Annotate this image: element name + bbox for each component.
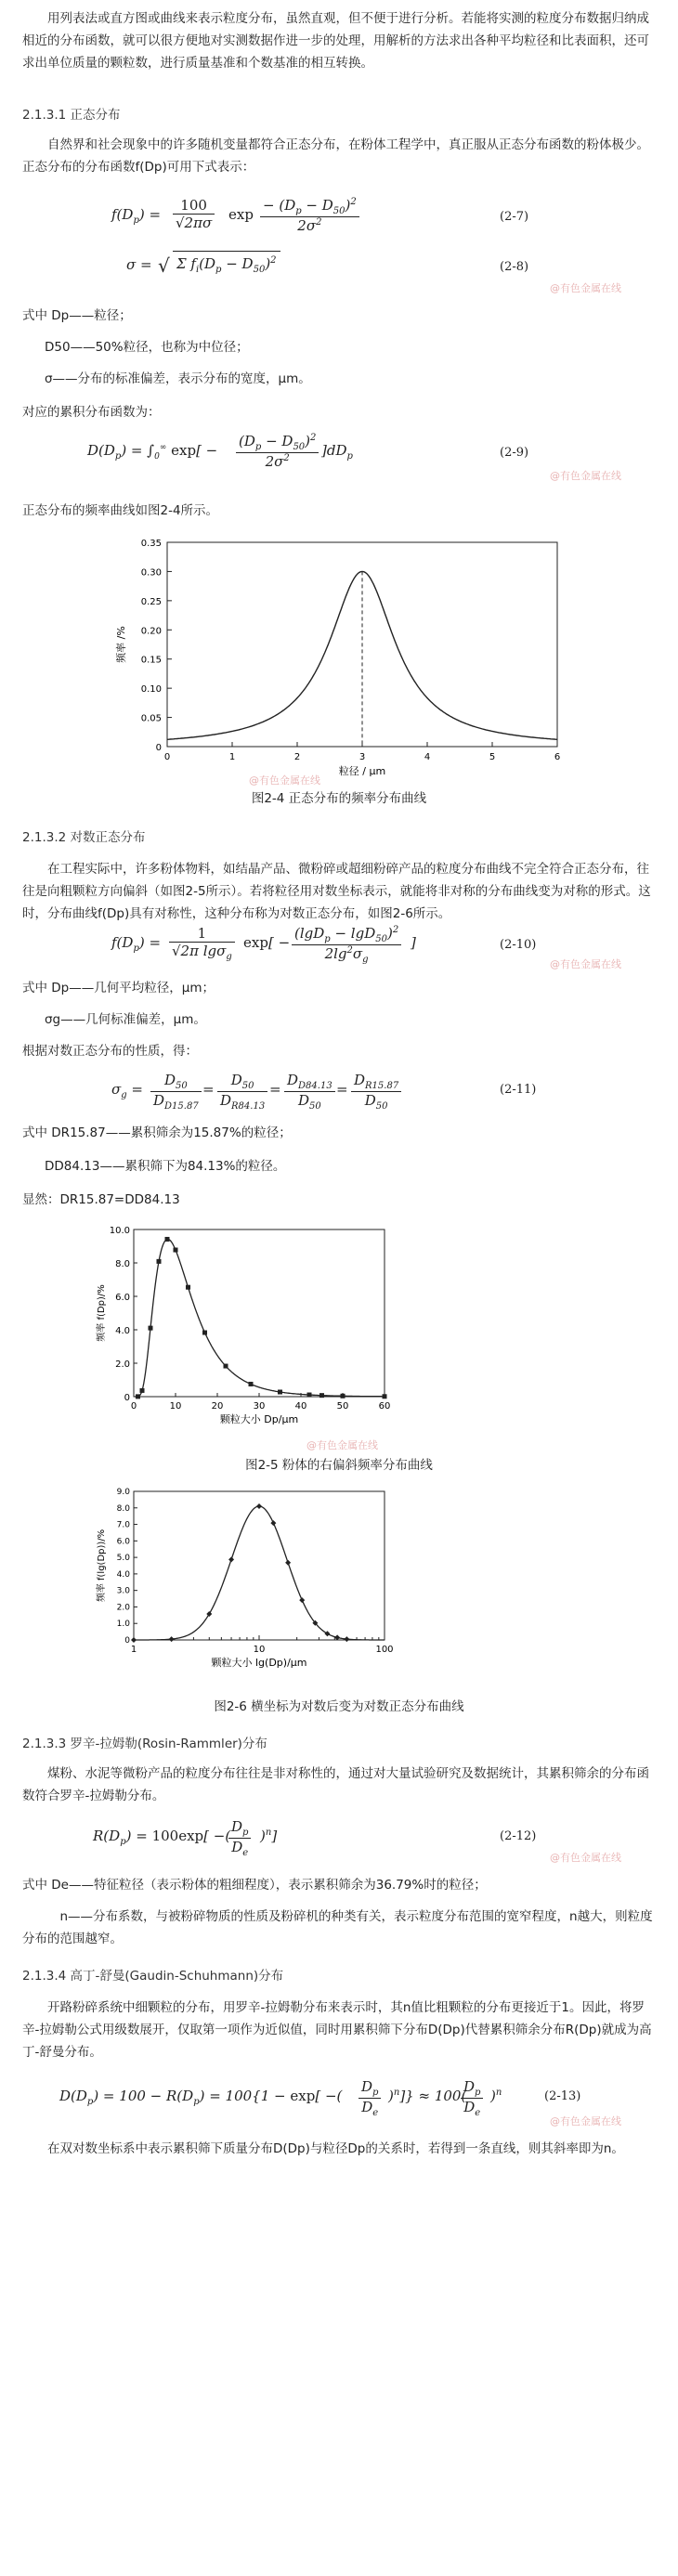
watermark: @有色金属在线 bbox=[550, 958, 621, 970]
data-point bbox=[324, 1631, 330, 1636]
data-point bbox=[270, 1520, 276, 1526]
x-tick-label: 100 bbox=[375, 1645, 394, 1655]
y-tick-label: 0 bbox=[124, 1636, 130, 1646]
data-point bbox=[299, 1597, 305, 1603]
data-point bbox=[334, 1634, 340, 1640]
lognormal-paragraph: 在工程实际中，许多粉体物料，如结晶产品、微粉碎或超细粉碎产品的粒度分布曲线不完全符合正态分布，往往是向粗颗粒方向偏斜（如图2-5所示）。若将粒径用对数坐标表示，就能将非对称的分布曲线变为对称的形式。这时，分布曲线f(Dp)具有对称性，这种分布称为对数正态分布，如图2-6所示。 bbox=[22, 862, 651, 921]
closing-paragraph: 在双对数坐标系中表示累积筛下质量分布D(Dp)与粒径Dp的关系时，若得到一条直线，则其斜率即为n。 bbox=[47, 2141, 624, 2156]
x-axis-label: 粒径 / μm bbox=[338, 765, 386, 777]
x-tick-label: 20 bbox=[211, 1401, 224, 1412]
where-dp-geometric: 式中 Dp——几何平均粒径，μm； bbox=[22, 981, 215, 995]
data-point bbox=[278, 1389, 282, 1394]
figure-reference: 正态分布的频率曲线如图2-4所示。 bbox=[22, 503, 219, 518]
x-tick-label: 0 bbox=[130, 1401, 137, 1412]
normal-paragraph: 自然界和社会现象中的许多随机变量都符合正态分布，在粉体工程学中，真正服从正态分布函数的粉体极少。正态分布的分布函数f(Dp)可用下式表示： bbox=[22, 137, 649, 175]
x-tick-label: 10 bbox=[169, 1401, 182, 1412]
figure-2-6-chart bbox=[89, 1486, 396, 1685]
data-point bbox=[341, 1394, 346, 1399]
y-tick-label: 3.0 bbox=[116, 1586, 130, 1596]
y-tick-label: 2.0 bbox=[116, 1603, 130, 1613]
data-point bbox=[131, 1637, 137, 1643]
y-tick-label: 0.25 bbox=[140, 596, 162, 607]
x-tick-label: 1 bbox=[130, 1645, 137, 1655]
data-point bbox=[228, 1556, 234, 1562]
data-point bbox=[307, 1393, 312, 1398]
watermark: @有色金属在线 bbox=[550, 470, 621, 482]
x-tick-label: 4 bbox=[424, 752, 431, 762]
data-point bbox=[157, 1259, 162, 1264]
data-point bbox=[169, 1636, 175, 1642]
where-n: n——分布系数，与被粉碎物质的性质及粉碎机的种类有关，表示粒度分布范围的宽窄程度，n越大，则粒度分布的范围越窄。 bbox=[22, 1909, 653, 1946]
data-point bbox=[383, 1394, 387, 1399]
y-axis-label: 频率 f(Dp)/% bbox=[97, 1284, 107, 1342]
y-tick-label: 4.0 bbox=[116, 1569, 130, 1580]
skewed-curve-plot bbox=[95, 1226, 390, 1425]
where-dr1587: 式中 DR15.87——累积筛余为15.87%的粒径； bbox=[22, 1125, 292, 1140]
distribution-curve bbox=[167, 571, 557, 739]
data-point bbox=[256, 1503, 262, 1509]
y-axis-label: 频率 /% bbox=[115, 626, 127, 663]
y-tick-label: 10.0 bbox=[109, 1226, 130, 1236]
normal-curve-plot bbox=[114, 539, 560, 777]
y-tick-label: 0 bbox=[124, 1393, 130, 1403]
y-tick-label: 0.35 bbox=[140, 539, 162, 549]
data-point bbox=[140, 1388, 145, 1393]
eq-number: (2-12) bbox=[500, 1829, 537, 1843]
property-intro: 根据对数正态分布的性质，得： bbox=[22, 1044, 198, 1059]
watermark: @有色金属在线 bbox=[550, 282, 621, 294]
where-de: 式中 De——特征粒径（表示粉体的粗细程度），表示累积筛余为36.79%时的粒径； bbox=[22, 1878, 487, 1893]
section-title-gaudin: 2.1.3.4 高丁-舒曼(Gaudin-Schuhmann)分布 bbox=[22, 1969, 284, 1984]
data-point bbox=[224, 1364, 228, 1369]
data-point bbox=[249, 1382, 254, 1386]
plot-frame bbox=[134, 1229, 385, 1397]
y-axis-label: 频率 f(lg(Dp))/% bbox=[97, 1529, 107, 1603]
x-tick-label: 60 bbox=[378, 1401, 391, 1412]
x-tick-label: 2 bbox=[293, 752, 301, 762]
data-point bbox=[149, 1326, 153, 1331]
y-tick-label: 5.0 bbox=[116, 1554, 130, 1564]
watermark: @有色金属在线 bbox=[550, 1852, 621, 1864]
x-tick-label: 6 bbox=[554, 752, 561, 762]
data-point bbox=[344, 1636, 349, 1642]
y-tick-label: 2.0 bbox=[115, 1360, 130, 1370]
y-tick-label: 6.0 bbox=[115, 1293, 130, 1303]
frequency-curve bbox=[135, 1239, 385, 1397]
eq-number: (2-8) bbox=[500, 260, 529, 274]
x-tick-label: 0 bbox=[163, 752, 171, 762]
y-tick-label: 0.20 bbox=[140, 626, 162, 637]
x-tick-label: 50 bbox=[336, 1401, 349, 1412]
data-point bbox=[206, 1611, 212, 1617]
obvious-relation: 显然：DR15.87=DD84.13 bbox=[22, 1192, 180, 1207]
intro-paragraph: 用列表法或直方图或曲线来表示粒度分布，虽然直观，但不便于进行分析。若能将实测的粒度分布数据归纳成相近的分布函数，就可以很方便地对实测数据作进一步的处理，用解析的方法求出各种平均粒径和比表面积，还可求出单位质量的颗粒数，进行质量基准和个数基准的相互转换。 bbox=[22, 11, 649, 71]
y-tick-label: 0 bbox=[155, 743, 162, 753]
y-tick-label: 0.15 bbox=[140, 655, 162, 666]
log-frequency-curve bbox=[134, 1506, 385, 1640]
x-axis-label: 颗粒大小 lg(Dp)/μm bbox=[211, 1657, 307, 1669]
figure-2-5-chart bbox=[89, 1224, 396, 1439]
section-title-rosin: 2.1.3.3 罗辛-拉姆勒(Rosin-Rammler)分布 bbox=[22, 1737, 267, 1751]
eq-number: (2-13) bbox=[544, 2089, 581, 2103]
y-tick-label: 0.10 bbox=[140, 684, 162, 696]
watermark: @有色金属在线 bbox=[306, 1439, 378, 1451]
figure-2-4-caption: 图2-4 正态分布的频率分布曲线 bbox=[251, 791, 427, 806]
eq-number: (2-10) bbox=[500, 938, 537, 952]
y-tick-label: 1.0 bbox=[116, 1620, 130, 1630]
data-point bbox=[202, 1331, 207, 1335]
figure-2-5-caption: 图2-5 粉体的右偏斜频率分布曲线 bbox=[245, 1458, 433, 1473]
plot-frame bbox=[134, 1491, 385, 1640]
x-axis-label: 颗粒大小 Dp/μm bbox=[219, 1413, 299, 1425]
where-d50: D50——50%粒径，也称为中位径； bbox=[45, 340, 249, 355]
y-tick-label: 0.30 bbox=[140, 567, 162, 579]
x-tick-label: 30 bbox=[253, 1401, 266, 1412]
where-dd8413: DD84.13——累积筛下为84.13%的粒径。 bbox=[45, 1159, 286, 1174]
cumulative-intro: 对应的累积分布函数为： bbox=[22, 405, 161, 420]
y-tick-label: 0.05 bbox=[140, 713, 162, 724]
eq-number: (2-7) bbox=[500, 210, 529, 224]
figure-2-4-chart bbox=[102, 531, 585, 784]
y-tick-label: 8.0 bbox=[116, 1503, 130, 1514]
y-tick-label: 9.0 bbox=[116, 1488, 130, 1497]
data-point bbox=[174, 1248, 178, 1253]
watermark: @有色金属在线 bbox=[249, 774, 320, 787]
x-tick-label: 10 bbox=[253, 1645, 266, 1655]
data-point bbox=[285, 1560, 291, 1566]
x-tick-label: 40 bbox=[294, 1401, 307, 1412]
watermark: @有色金属在线 bbox=[550, 2115, 621, 2127]
where-dp: 式中 Dp——粒径； bbox=[22, 308, 132, 323]
data-point bbox=[186, 1285, 190, 1290]
data-point bbox=[165, 1237, 170, 1242]
x-tick-label: 5 bbox=[489, 752, 496, 762]
y-tick-label: 7.0 bbox=[116, 1520, 130, 1530]
section-title-lognormal: 2.1.3.2 对数正态分布 bbox=[22, 830, 146, 845]
where-sigma: σ——分布的标准偏差，表示分布的宽度，μm。 bbox=[45, 371, 311, 386]
y-tick-label: 6.0 bbox=[116, 1537, 130, 1547]
section-title-normal: 2.1.3.1 正态分布 bbox=[22, 108, 121, 123]
rosin-paragraph: 煤粉、水泥等微粉产品的粒度分布往往是非对称性的，通过对大量试验研究及数据统计，其累积筛余的分布函数符合罗辛-拉姆勒分布。 bbox=[22, 1766, 649, 1803]
eq-number: (2-9) bbox=[500, 446, 529, 460]
x-tick-label: 3 bbox=[359, 752, 366, 762]
data-point bbox=[136, 1394, 140, 1399]
x-tick-label: 1 bbox=[228, 752, 236, 762]
figure-2-6-caption: 图2-6 横坐标为对数后变为对数正态分布曲线 bbox=[214, 1699, 464, 1714]
log-curve-plot bbox=[95, 1488, 394, 1669]
where-sigma-g: σg——几何标准偏差，μm。 bbox=[45, 1012, 206, 1027]
data-point bbox=[319, 1393, 324, 1398]
y-tick-label: 8.0 bbox=[115, 1259, 130, 1269]
y-tick-label: 4.0 bbox=[115, 1326, 130, 1336]
eq-number: (2-11) bbox=[500, 1083, 537, 1097]
gaudin-paragraph: 开路粉碎系统中细颗粒的分布，用罗辛-拉姆勒分布来表示时，其n值比粗颗粒的分布更接近于1。因此，将罗辛-拉姆勒公式用级数展开，仅取第一项作为近似值，同时用累积筛下分布D(Dp)代替累积筛余分布R(Dp)就成为高丁-舒曼分布。 bbox=[22, 2000, 652, 2060]
